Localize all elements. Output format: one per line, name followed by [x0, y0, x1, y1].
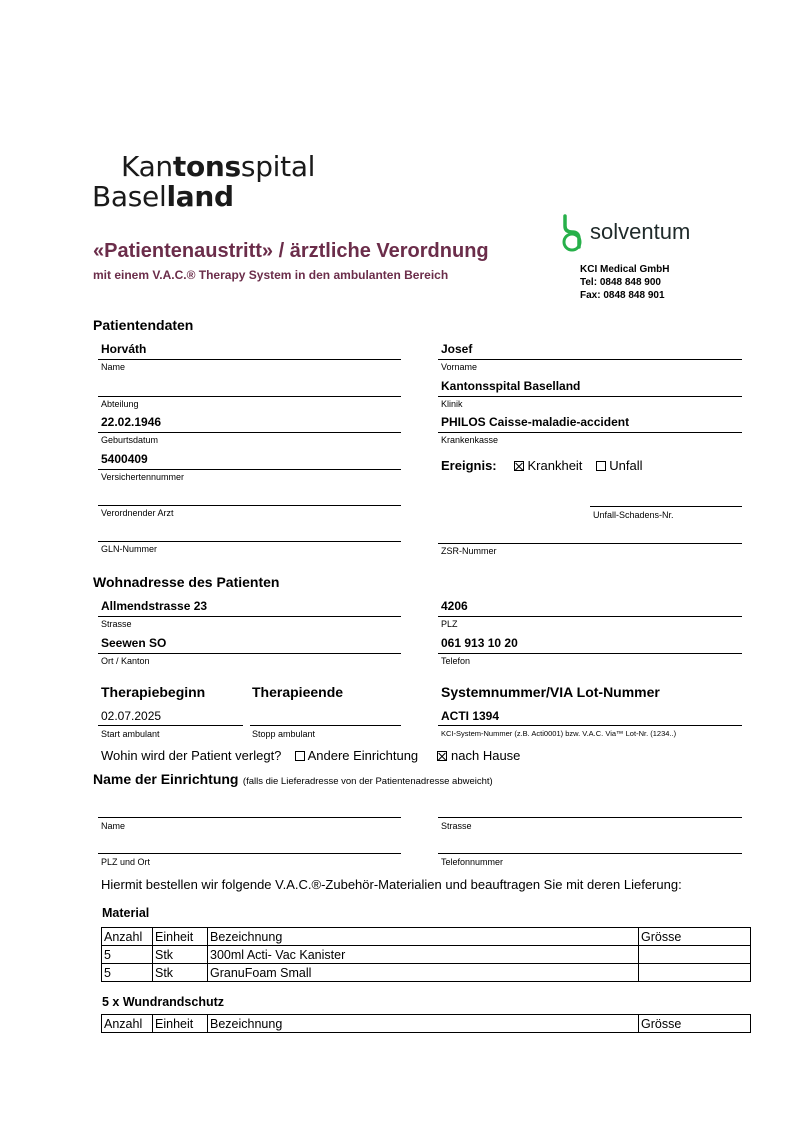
- verlegt-question: Wohin wird der Patient verlegt?: [101, 748, 282, 763]
- table-cell: [639, 964, 751, 982]
- table-cell: 5: [102, 964, 153, 982]
- einrichtung-heading-row: [93, 771, 493, 789]
- nach-hause-checkbox[interactable]: [437, 751, 447, 761]
- unfall-nr-label: Unfall-Schadens-Nr.: [593, 510, 674, 520]
- order-text: Hiermit bestellen wir folgende V.A.C.®-Zubehör-Materialien und beauftragen Sie mit deren Lieferung:: [101, 877, 682, 892]
- ort-label: Ort / Kanton: [101, 656, 150, 666]
- telefon-label: Telefon: [441, 656, 471, 666]
- table-header-cell: Grösse: [639, 1015, 751, 1033]
- logo-line2: Baselland: [92, 180, 234, 213]
- versichertennummer-label: Versichertennummer: [101, 472, 185, 482]
- ereignis-row: [441, 458, 643, 473]
- therapieende-heading: Therapieende: [252, 684, 344, 700]
- page-subtitle: mit einem V.A.C.® Therapy System in den ambulanten Bereich: [93, 268, 449, 282]
- einrichtung-note: (falls die Lieferadresse von der Patientenadresse abweicht): [242, 776, 493, 787]
- unfall-label: Unfall: [609, 458, 643, 473]
- page-title: «Patientenaustritt» / ärztliche Verordnung: [93, 240, 489, 262]
- gln-label: GLN-Nummer: [101, 544, 158, 554]
- kci-contact: [580, 263, 669, 302]
- wundrand-heading: 5 x Wundrandschutz: [102, 995, 225, 1009]
- table-header-cell: Anzahl: [102, 1015, 153, 1033]
- ereignis-label: Ereignis:: [441, 458, 497, 473]
- table-header-cell: Bezeichnung: [208, 928, 639, 946]
- table-row: [102, 946, 751, 964]
- table-row: [102, 964, 751, 982]
- arzt-label: Verordnender Arzt: [101, 508, 174, 518]
- geburtsdatum-label: Geburtsdatum: [101, 435, 159, 445]
- table-cell: GranuFoam Small: [208, 964, 639, 982]
- einrichtung-name-label: Name: [101, 821, 126, 831]
- abteilung-label: Abteilung: [101, 399, 139, 409]
- table-header-cell: Anzahl: [102, 928, 153, 946]
- kci-fax: Fax: 0848 848 901: [580, 290, 665, 301]
- table-cell: Stk: [153, 964, 208, 982]
- ort-field[interactable]: Seewen SO: [101, 636, 167, 650]
- material-heading: Material: [102, 906, 150, 920]
- name-label: Name: [101, 362, 126, 372]
- vorname-field[interactable]: Josef: [441, 342, 473, 356]
- solventum-logo-icon: [557, 212, 587, 252]
- vorname-label: Vorname: [441, 362, 478, 372]
- nach-hause-label: nach Hause: [451, 748, 521, 763]
- wundrand-table: [101, 1014, 751, 1033]
- stopp-label: Stopp ambulant: [252, 729, 316, 739]
- plz-field[interactable]: 4206: [441, 599, 468, 613]
- krankenkasse-field[interactable]: PHILOS Caisse-maladie-accident: [441, 415, 630, 429]
- klinik-field[interactable]: Kantonsspital Baselland: [441, 379, 581, 393]
- name-field[interactable]: Horváth: [101, 342, 147, 356]
- therapiebeginn-heading: Therapiebeginn: [101, 684, 206, 700]
- kci-tel: Tel: 0848 848 900: [580, 277, 661, 288]
- systemnummer-label: KCI-System-Nummer (z.B. Acti0001) bzw. V.A.C. Via™ Lot-Nr. (1234..): [441, 729, 677, 738]
- krankheit-label: Krankheit: [527, 458, 583, 473]
- solventum-name: solventum: [590, 219, 691, 244]
- zsr-label: ZSR-Nummer: [441, 546, 497, 556]
- systemnummer-heading: Systemnummer/VIA Lot-Nummer: [441, 684, 660, 700]
- material-table: [101, 927, 751, 982]
- table-header-cell: Bezeichnung: [208, 1015, 639, 1033]
- verlegt-row: [101, 748, 520, 763]
- geburtsdatum-field[interactable]: 22.02.1946: [101, 415, 162, 429]
- klinik-label: Klinik: [441, 399, 463, 409]
- krankheit-checkbox[interactable]: [514, 461, 524, 471]
- strasse-field[interactable]: Allmendstrasse 23: [101, 599, 208, 613]
- einrichtung-strasse-label: Strasse: [441, 821, 472, 831]
- table-header-row: [102, 928, 751, 946]
- strasse-label: Strasse: [101, 619, 132, 629]
- table-header-row: [102, 1015, 751, 1033]
- table-cell: 5: [102, 946, 153, 964]
- address-heading: Wohnadresse des Patienten: [93, 574, 280, 590]
- table-header-cell: Grösse: [639, 928, 751, 946]
- table-cell: [639, 946, 751, 964]
- einrichtung-plz-ort-label: PLZ und Ort: [101, 857, 151, 867]
- krankenkasse-label: Krankenkasse: [441, 435, 499, 445]
- andere-einrichtung-checkbox[interactable]: [295, 751, 305, 761]
- einrichtung-heading: Name der Einrichtung: [93, 771, 239, 787]
- versichertennummer-field[interactable]: 5400409: [101, 452, 148, 466]
- telefon-field[interactable]: 061 913 10 20: [441, 636, 518, 650]
- einrichtung-telefon-label: Telefonnummer: [441, 857, 504, 867]
- logo-line1: Kantonsspital: [121, 150, 316, 183]
- plz-label: PLZ: [441, 619, 458, 629]
- systemnummer-field[interactable]: ACTI 1394: [441, 709, 500, 723]
- table-cell: Stk: [153, 946, 208, 964]
- start-field[interactable]: 02.07.2025: [101, 709, 162, 723]
- start-label: Start ambulant: [101, 729, 160, 739]
- unfall-checkbox[interactable]: [596, 461, 606, 471]
- kci-company: KCI Medical GmbH: [580, 264, 670, 275]
- patient-heading: Patientendaten: [93, 317, 194, 333]
- andere-einrichtung-label: Andere Einrichtung: [307, 748, 419, 763]
- table-header-cell: Einheit: [153, 1015, 208, 1033]
- table-header-cell: Einheit: [153, 928, 208, 946]
- table-cell: 300ml Acti- Vac Kanister: [208, 946, 639, 964]
